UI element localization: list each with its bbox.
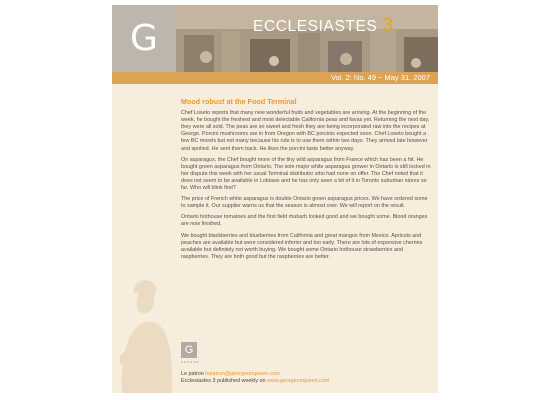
patron-email-link[interactable]: lepatron@georgeonqueen.com	[205, 371, 280, 377]
masthead	[253, 15, 394, 37]
article-paragraph: The price of French white asparagus is double Ontario green asparagus prices. We have ordered some to sample it. Our supplier warns us that the season is almost over. We will report on the result.	[181, 196, 428, 210]
footer-logo-letter: G	[184, 343, 194, 356]
logo-letter: G	[130, 17, 158, 59]
publish-line	[181, 378, 431, 385]
issue-bar	[112, 72, 438, 84]
masthead-number: 3	[382, 15, 394, 36]
footer-logo-caption: GEORGE	[181, 360, 200, 364]
footer-logo	[181, 342, 197, 358]
header-photo	[176, 5, 438, 72]
chef-silhouette-image	[112, 278, 176, 393]
header	[112, 5, 438, 72]
article-paragraph: On asparagus, the Chef bought more of the tiny wild asparagus from France which has been a hit. He bought green asparagus from Ontario. The sole major white asparagus grower in Ontario is still locked in her dispute this week with her usual Terminal distributor who had none on offer. The Chef noted that it does not seem to be available in Loblaws and he has only seen a bit of it in Toronto suburban stores so far. Who will blink first?	[181, 156, 431, 192]
article	[181, 98, 431, 265]
patron-label: Le patron	[181, 371, 204, 377]
site-link[interactable]: www.georgeonqueen.com	[267, 378, 330, 385]
article-paragraph: Chef Loseto reports that many new wonderful fruits and vegetables are arriving. At the beginning of the week, he bought the freshest and most delectable California peas and favas yet. Returning the next day, they were all sold. The peas are so sweet and fresh they are being incorporated raw into the recipes at George. Porcini mushrooms are in from Oregon with BC porcinis expected soon. Chef Loseto bought a few BC morels but not many because his rule is to use them within two days. They arrived late however and spoiled. He sent them back. He likes the porcini taste better anyway.	[181, 110, 430, 152]
patron-line	[181, 371, 431, 378]
article-headline: Mood robust at the Food Terminal	[181, 97, 297, 106]
masthead-title: ECCLESIASTES	[253, 18, 378, 35]
article-paragraph: We bought blackberries and blueberries from California and great mangos from Mexico. Apricots and peaches are available but were considered inferior and too early. There are lots of expensive cherries available but definitely not worth buying. We bought some Ontario hothouse strawberries and raspberries. They are both good but the raspberries are better.	[181, 232, 423, 260]
publish-text: Ecclesiastes 3 published weekly on	[181, 378, 266, 385]
issue-info: Vol. 2: No. 49 ~ May 31, 2007	[330, 73, 430, 82]
article-paragraph: Ontario hothouse tomatoes and the first field rhubarb looked good and we bought some. Blood oranges are now finished.	[181, 214, 428, 228]
newsletter	[112, 5, 438, 393]
footer	[181, 371, 431, 385]
logo-block	[112, 5, 176, 72]
